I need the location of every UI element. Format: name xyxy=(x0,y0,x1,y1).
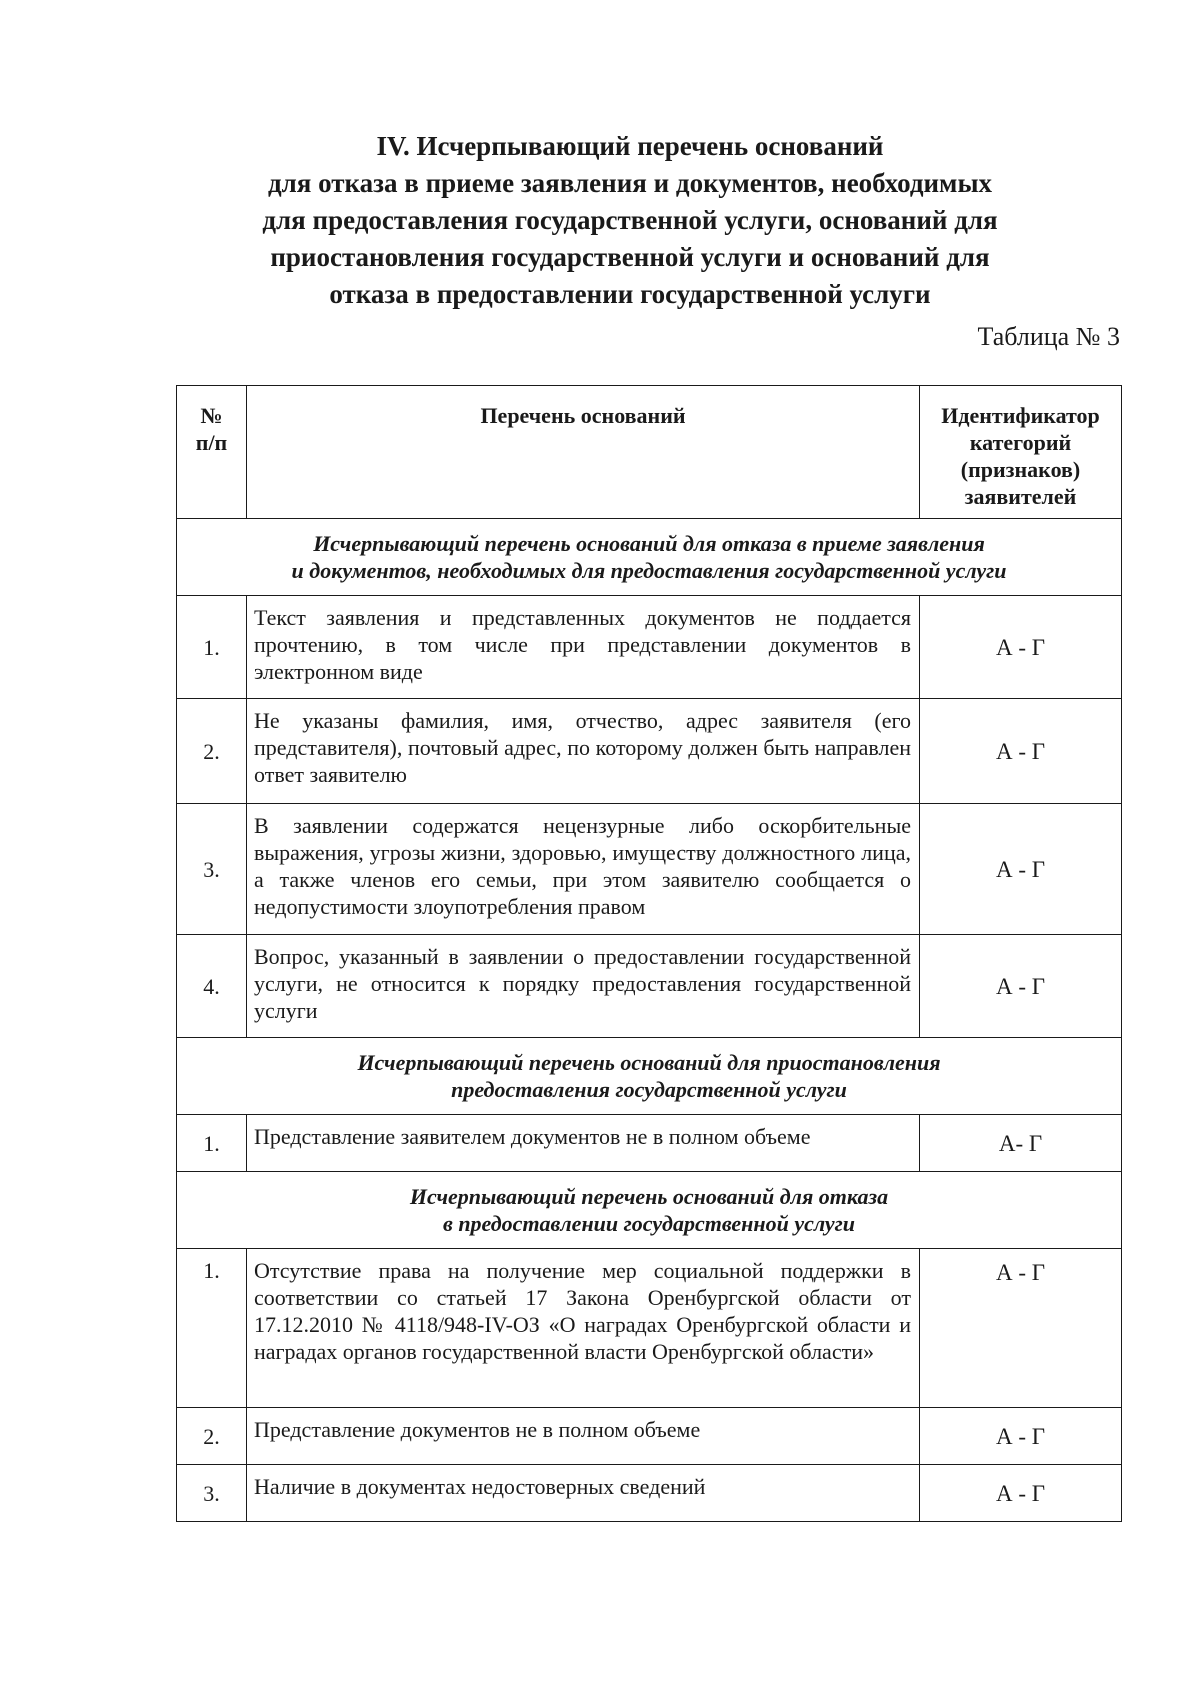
row-number: 3. xyxy=(177,1465,247,1522)
table-row xyxy=(177,935,1122,1038)
table-header-row xyxy=(177,386,1122,519)
row-reason: В заявлении содержатся нецензурные либо оскорбительные выражения, угрозы жизни, здоровью, имуществу должностного лица, а также членов его семьи, при этом заявителю сообщается о недопустимости злоупотребления правом xyxy=(247,804,920,935)
row-number: 4. xyxy=(177,935,247,1038)
row-identifier: А - Г xyxy=(920,1465,1122,1522)
heading-line: IV. Исчерпывающий перечень оснований xyxy=(376,131,884,161)
section-title-line: предоставления государственной услуги xyxy=(451,1077,847,1102)
header-reasons: Перечень оснований xyxy=(247,386,920,519)
table-row xyxy=(177,1465,1122,1522)
row-number: 1. xyxy=(177,1115,247,1172)
heading-line: отказа в предоставлении государственной услуги xyxy=(329,279,931,309)
row-reason: Отсутствие права на получение мер социальной поддержки в соответствии со статьей 17 Закона Оренбургской области от 17.12.2010 № 4118/948-IV-ОЗ «О наградах Оренбургской области и наградах органов государственной власти Оренбургской области» xyxy=(247,1249,920,1408)
section-title xyxy=(177,1038,1122,1115)
row-reason: Наличие в документах недостоверных сведений xyxy=(247,1465,920,1522)
row-identifier: А - Г xyxy=(920,935,1122,1038)
row-identifier: А - Г xyxy=(920,804,1122,935)
row-number: 2. xyxy=(177,699,247,804)
section-heading xyxy=(180,128,1080,313)
table-row xyxy=(177,1408,1122,1465)
table-row xyxy=(177,699,1122,804)
row-number: 1. xyxy=(177,596,247,699)
table-row xyxy=(177,1249,1122,1408)
section-title-line: и документов, необходимых для предоставления государственной услуги xyxy=(291,558,1007,583)
row-identifier: А - Г xyxy=(920,1249,1122,1408)
header-number-line: п/п xyxy=(195,430,228,455)
row-identifier: А - Г xyxy=(920,596,1122,699)
row-reason: Вопрос, указанный в заявлении о предоставлении государственной услуги, не относится к порядку предоставления государственной услуги xyxy=(247,935,920,1038)
heading-line: приостановления государственной услуги и оснований для xyxy=(270,242,990,272)
section-title-line: Исчерпывающий перечень оснований для отказа в приеме заявления xyxy=(313,531,985,556)
heading-line: для отказа в приеме заявления и документов, необходимых xyxy=(267,168,993,198)
header-identifier-line: (признаков) xyxy=(960,457,1081,482)
grounds-table xyxy=(176,385,1122,1522)
row-reason: Представление заявителем документов не в полном объеме xyxy=(247,1115,920,1172)
row-number: 2. xyxy=(177,1408,247,1465)
section-title-line: Исчерпывающий перечень оснований для отказа xyxy=(409,1184,889,1209)
table-row xyxy=(177,596,1122,699)
header-number xyxy=(177,386,247,519)
section-title xyxy=(177,519,1122,596)
table-row xyxy=(177,804,1122,935)
row-identifier: А - Г xyxy=(920,699,1122,804)
section-title-line: в предоставлении государственной услуги xyxy=(442,1211,855,1236)
table-number-label: Таблица № 3 xyxy=(977,322,1120,351)
table-row xyxy=(177,1115,1122,1172)
row-number: 1. xyxy=(177,1249,247,1408)
section-title-row xyxy=(177,1038,1122,1115)
header-identifier xyxy=(920,386,1122,519)
header-identifier-line: заявителей xyxy=(964,484,1077,509)
section-title-row xyxy=(177,519,1122,596)
header-identifier-line: Идентификатор xyxy=(941,403,1100,428)
row-reason: Текст заявления и представленных документов не поддается прочтению, в том числе при представлении документов в электронном виде xyxy=(247,596,920,699)
row-reason: Представление документов не в полном объеме xyxy=(247,1408,920,1465)
heading-line: для предоставления государственной услуги, оснований для xyxy=(262,205,998,235)
row-reason: Не указаны фамилия, имя, отчество, адрес заявителя (его представителя), почтовый адрес, по которому должен быть направлен ответ заявителю xyxy=(247,699,920,804)
section-title xyxy=(177,1172,1122,1249)
row-identifier: А- Г xyxy=(920,1115,1122,1172)
section-title-line: Исчерпывающий перечень оснований для приостановления xyxy=(357,1050,941,1075)
row-number: 3. xyxy=(177,804,247,935)
header-identifier-line: категорий xyxy=(969,430,1072,455)
section-title-row xyxy=(177,1172,1122,1249)
header-number-line: № xyxy=(200,403,223,428)
row-identifier: А - Г xyxy=(920,1408,1122,1465)
